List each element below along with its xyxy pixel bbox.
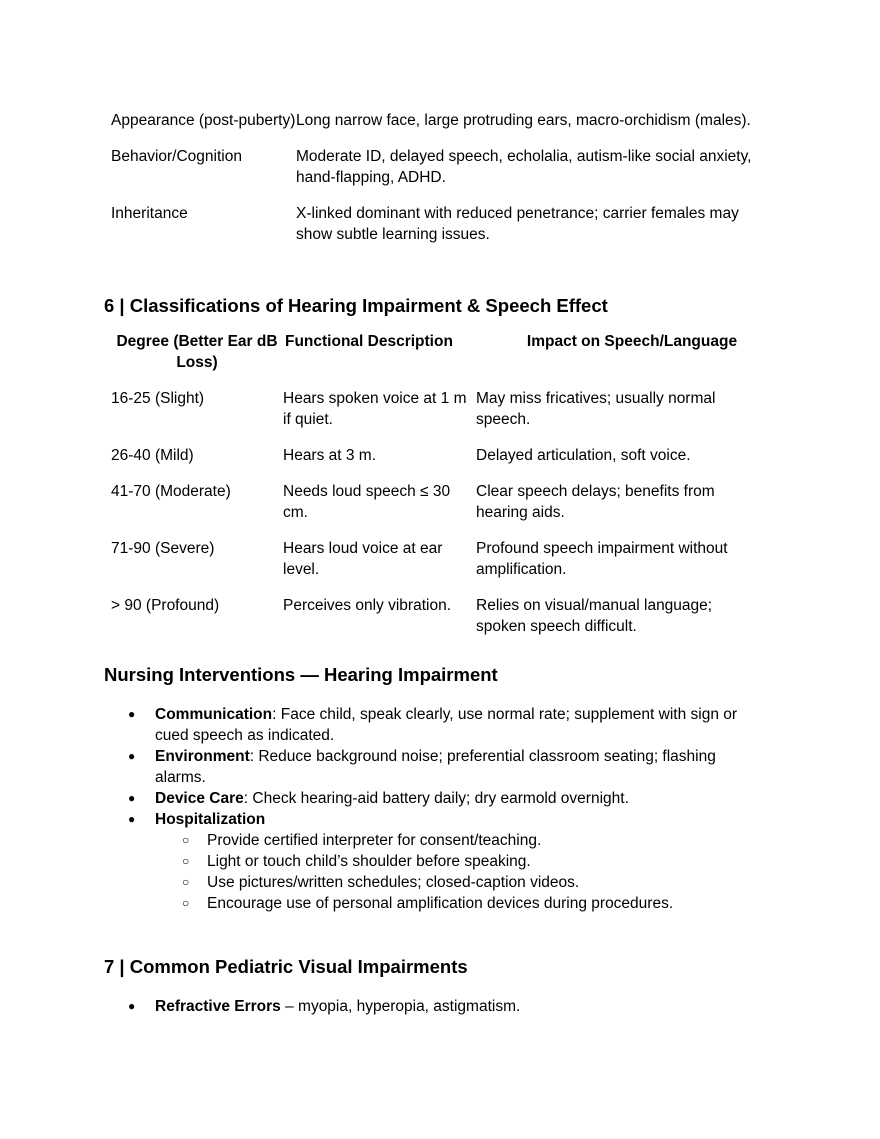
list-item (104, 996, 764, 1017)
row-value: Long narrow face, large protruding ears, macro-orchidism (males). (296, 112, 751, 129)
table-cell: 16-25 (Slight) (111, 390, 205, 407)
table-cell: Relies on visual/manual language; spoken speech difficult. (476, 597, 713, 635)
list-item (104, 704, 764, 746)
hearing-impairment-table (111, 331, 771, 652)
table-cell: 41-70 (Moderate) (111, 483, 231, 500)
item-label: Communication (155, 706, 273, 723)
item-label: Environment (155, 748, 250, 765)
table-cell: Hears spoken voice at 1 m if quiet. (283, 390, 467, 428)
column-header: Functional Description (285, 333, 453, 350)
table-row (111, 445, 771, 466)
table-cell: May miss fricatives; usually normal speech. (476, 390, 716, 428)
row-value: X-linked dominant with reduced penetrance; carrier females may show subtle learning issues. (296, 205, 739, 243)
column-header: Degree (Better Ear dB Loss) (116, 333, 278, 371)
table-cell: 71-90 (Severe) (111, 540, 215, 557)
sub-list-item: ○ Light or touch child’s shoulder before speaking. (155, 851, 764, 872)
table-row (111, 203, 771, 245)
table-row (111, 481, 771, 523)
table-cell: Clear speech delays; benefits from hearing aids. (476, 483, 715, 521)
item-label: Refractive Errors (155, 998, 281, 1015)
section-6-heading: 6 | Classifications of Hearing Impairment & Speech Effect (104, 295, 608, 316)
table-cell: Profound speech impairment without amplification. (476, 540, 728, 578)
syndrome-features-table (111, 110, 771, 260)
item-label: Device Care (155, 790, 244, 807)
table-row (111, 110, 771, 131)
item-text: : Check hearing-aid battery daily; dry earmold overnight. (243, 790, 629, 807)
sub-list-item: ○ Encourage use of personal amplification devices during procedures. (155, 893, 764, 914)
table-row (111, 595, 771, 637)
table-row (111, 538, 771, 580)
hospitalization-sublist (155, 830, 764, 914)
nursing-interventions-heading: Nursing Interventions — Hearing Impairment (104, 664, 498, 685)
item-text: – myopia, hyperopia, astigmatism. (280, 998, 521, 1015)
table-header-row (111, 331, 771, 373)
nursing-interventions-list (104, 704, 764, 914)
list-item (104, 809, 764, 914)
table-cell: Hears loud voice at ear level. (283, 540, 443, 578)
table-cell: Needs loud speech ≤ 30 cm. (283, 483, 451, 521)
item-text: : Reduce background noise; preferential classroom seating; flashing alarms. (155, 748, 716, 786)
sub-list-item: ○ Provide certified interpreter for consent/teaching. (155, 830, 764, 851)
table-cell: > 90 (Profound) (111, 597, 220, 614)
row-label: Behavior/Cognition (111, 148, 242, 165)
row-value: Moderate ID, delayed speech, echolalia, autism-like social anxiety, hand-flapping, ADHD. (296, 148, 752, 186)
table-row (111, 388, 771, 430)
row-label: Appearance (post-puberty) (111, 112, 296, 129)
row-label: Inheritance (111, 205, 188, 222)
table-cell: Hears at 3 m. (283, 447, 377, 464)
item-label: Hospitalization (155, 811, 266, 828)
section-7-heading: 7 | Common Pediatric Visual Impairments (104, 956, 468, 977)
item-text: : Face child, speak clearly, use normal rate; supplement with sign or cued speech as indicated. (155, 706, 738, 744)
table-cell: 26-40 (Mild) (111, 447, 194, 464)
list-item (104, 788, 764, 809)
sub-list-item: ○ Use pictures/written schedules; closed-caption videos. (155, 872, 764, 893)
table-row (111, 146, 771, 188)
table-cell: Perceives only vibration. (283, 597, 451, 614)
visual-impairments-list (104, 996, 764, 1017)
column-header: Impact on Speech/Language (526, 333, 738, 350)
table-cell: Delayed articulation, soft voice. (476, 447, 691, 464)
list-item (104, 746, 764, 788)
